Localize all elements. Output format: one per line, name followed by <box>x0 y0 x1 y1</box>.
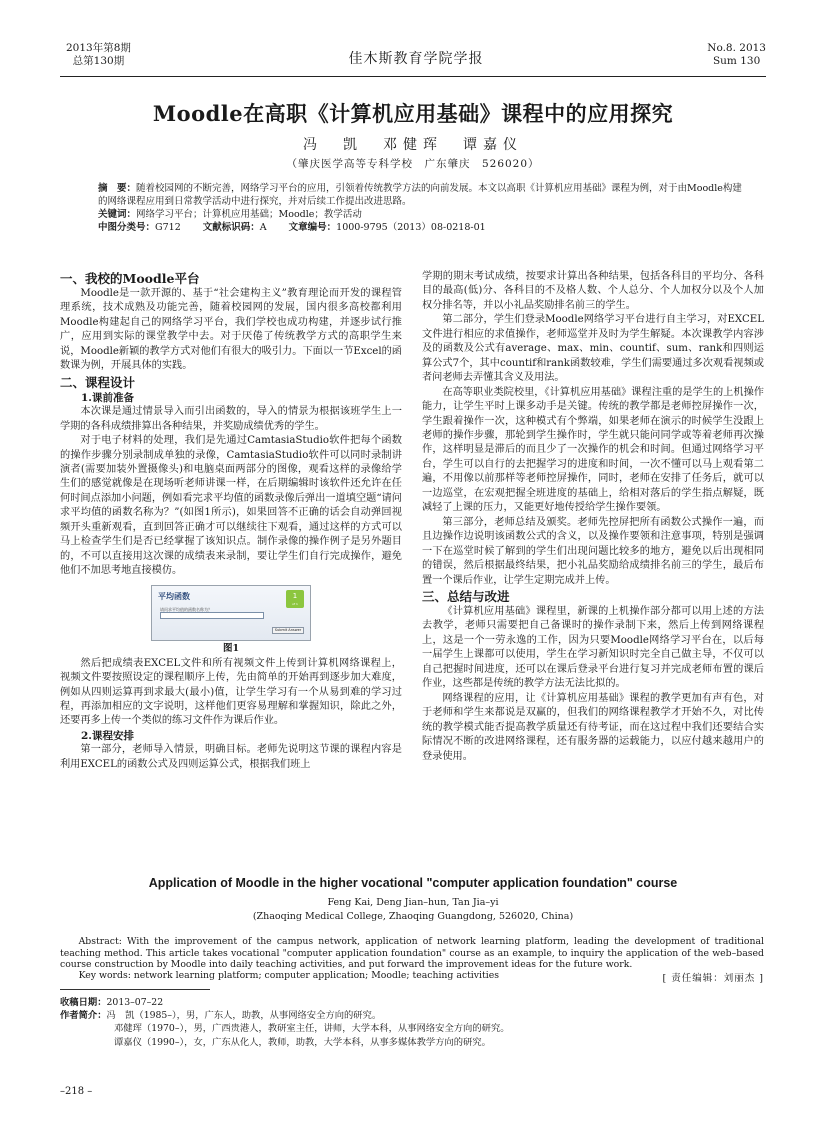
figure-answer-input <box>160 612 264 619</box>
paragraph: 《计算机应用基础》课程里，新课的上机操作部分都可以用上述的方法去教学，老师只需要把自己备课时的操作录制下来，然后上传到网络课程上，这是一个一劳永逸的工作，因为只要Moodle网络学习平台在，以后每一届学生上课都可以使用，学生在学习新知识时完全自己做主导，不仅可以自己把握时间进度，还可以在课后登录平台进行复习并完成老师布置的课后作业，这些都是传统的教学方法无法比拟的。 <box>422 605 764 690</box>
english-authors: Feng Kai, Deng Jian–hun, Tan Jia–yi <box>327 897 499 908</box>
author-bio-1 <box>60 1009 766 1022</box>
issue-number-en: No.8. 2013 <box>707 42 766 54</box>
author-bio-2: 邓健珲（1970–），男，广西贵港人，教研室主任，讲师，大学本科，从事网络安全方向的研究。 <box>114 1023 510 1035</box>
paragraph: 然后把成绩表EXCEL文件和所有视频文件上传到计算机网络课程上，视频文件要按照设定的课程顺序上传，先由简单的开始再到逐步加大难度，例如从四则运算再到求最大(最小)值，让学生学习有一个从易到难的学习过程，再添加相应的文字说明，这样他们更容易理解和掌握知识，除此之外，还要再多上传一个类似的练习文件作为课后作业。 <box>60 657 402 727</box>
author-bio-3: 谭嘉仪（1990–），女，广东从化人，教师，助教，大学本科，从事多媒体教学方向的研究。 <box>114 1036 491 1048</box>
body-column-left <box>60 270 402 772</box>
article-authors: 冯 凯 邓健珲 谭嘉仪 <box>303 137 523 153</box>
keywords-text: 网络学习平台；计算机应用基础；Moodle；教学活动 <box>136 209 362 220</box>
keywords-cn <box>98 208 746 221</box>
doc-code-value: A <box>259 222 267 233</box>
total-number-en: Sum 130 <box>712 55 761 67</box>
section-heading-1: 一、我校的Moodle平台 <box>60 271 200 286</box>
subsection-heading: 2.课程安排 <box>81 729 134 742</box>
clc-value: G712 <box>155 222 181 233</box>
paragraph: 第二部分，学生们登录Moodle网络学习平台进行自主学习，对EXCEL文件进行相应的求值操作，老师巡堂并及时为学生解疑。本次课教学内容涉及的函数及公式有average、max、min、countif、sum、rank和四则运算公式7个，其中countif和rank函数较难，学生们需要通过多次观看视频或者问老师去弄懂其含义及用法。 <box>422 314 764 384</box>
total-number-cn: 总第130期 <box>72 55 125 67</box>
paragraph: 网络课程的应用，让《计算机应用基础》课程的教学更加有声有色，对于老师和学生来都说是双赢的，但我们的网络课程教学才开始不久，对比传统的教学模式能否提高教学质量还有待考证，而在这过程中我们还要结合实际情况不断的改进网络课程，还有服务器的运载能力，以应付越来越用户的登录使用。 <box>422 692 764 762</box>
section-heading-3: 三、总结与改进 <box>422 588 510 604</box>
abstract-label: 摘 要： <box>98 183 137 194</box>
figure-submit-button: Submit Answer <box>272 627 304 634</box>
figure-counter-sub: of 1 <box>292 601 298 606</box>
body-column-right <box>422 270 764 764</box>
english-title: Application of Moodle in the higher vocational "computer application foundation" course <box>148 876 678 890</box>
doc-code-label: 文献标识码： <box>202 222 260 233</box>
paragraph: 第三部分，老师总结及颁奖。老师先控屏把所有函数公式操作一遍，而且边操作边说明该函数公式的含义，以及操作要领和注意事项，特别是强调一下在巡堂时候了解到的学生们出现问题比较多的地方，避免以后出现相同的错误，然后根据最终结果，把小礼品奖励给成绩排名前三的学生，最后布置一个课后作业，让学生定期完成并上传。 <box>422 516 764 586</box>
bio-label: 作者简介： <box>60 1010 107 1022</box>
figure-question-counter <box>286 590 304 608</box>
paragraph: 第一部分，老师导入情景，明确目标。老师先说明这节课的课程内容是利用EXCEL的函数公式及四则运算公式，根据我们班上 <box>60 744 402 770</box>
abstract-text: 随着校园网的不断完善，网络学习平台的应用，引领着传统教学方法的向前发展。本文以高职《计算机应用基础》课程为例，对于由Moodle构建的网络课程应用到日常教学活动中进行探究，并对后续工作提出改进思路。 <box>98 183 742 207</box>
received-value: 2013–07–22 <box>106 997 164 1008</box>
figure-caption: 图1 <box>222 642 240 654</box>
section-heading-2: 二、课程设计 <box>60 374 136 390</box>
english-abstract: Abstract: With the improvement of the campus network, application of network learning platform, leading the development of traditional teaching method. This article takes vocational "computer application foundation" course as an example, to inquiry the application of the web–based course construction by Moodle into daily teaching activities, and put forward the improvement ideas for the future work. <box>60 936 764 970</box>
figure-quiz-screenshot <box>151 585 311 641</box>
header-divider <box>60 76 766 77</box>
paragraph: 对于电子材料的处理，我们是先通过CamtasiaStudio软件把每个函数的操作步骤分别录制成单独的录像，CamtasiaStudio软件可以同时录制讲演者(需要加装外置摄像头)和电脑桌面两部分的图像，观看这样的录像给学生们的感觉就像是在现场听老师讲课一样，在后期编辑时该软件还允许在任何时间点添加小问题，例如看完求平均值的函数录像后弹出一道填空题“请问求平均值的函数名称为？”(如图1所示)，如果回答不正确的话会自动弹回视频开头重新观看，直到回答正确才可以继续往下观看，通过这样的方式可以马上检查学生们是否已经掌握了该知识点。制作录像的操作例子是另外题目的，不可以直接用这次课的成绩表来录制，要让学生们自行完成操作，避免他们不加思考地直接模仿。 <box>60 435 402 577</box>
responsible-editor: [ 责任编辑：刘丽杰 ] <box>657 970 764 984</box>
header-issue-en <box>707 42 766 68</box>
paragraph: 学期的期末考试成绩，按要求计算出各种结果，包括各科目的平均分、各科目的最高(低)分、各科目的不及格人数、个人总分、个人加权分以及个人加权分排名等，并以小礼品奖励排名前三的学生。 <box>422 271 764 311</box>
footnotes <box>60 996 766 1049</box>
journal-name: 佳木斯教育学院学报 <box>348 51 484 67</box>
figure-question: 请问求平均值的函数名称为？ <box>160 606 212 612</box>
classification-row <box>98 221 746 234</box>
subsection-heading: 1.课前准备 <box>81 391 134 404</box>
article-meta <box>98 182 746 234</box>
issue-number-cn: 2013年第8期 <box>66 42 131 54</box>
footnote-divider <box>60 989 210 990</box>
figure-panel-title: 平均函数 <box>158 591 190 601</box>
abstract-cn <box>98 182 746 208</box>
english-keywords: Key words: network learning platform; computer application; Moodle; teaching activities <box>78 970 499 981</box>
received-date <box>60 996 766 1009</box>
keywords-label: 关键词： <box>98 209 137 220</box>
paragraph: 本次课是通过情景导入而引出函数的，导入的情景为根据该班学生上一学期的各科成绩排算出各种结果，并奖励成绩优秀的学生。 <box>60 406 402 432</box>
article-number-value: 1000-9795（2013）08-0218-01 <box>336 222 486 233</box>
paragraph: Moodle是一款开源的、基于“社会建构主义”教育理论而开发的课程管理系统，技术成熟及功能完善，随着校园网的发展，国内很多高校都利用Moodle构建起自己的网络学习平台，我们学校也成功构建，并逐步试行推广，应用到实际的课堂教学中去。对于厌倦了传统教学方式的高职学生来说，Moodle新颖的教学方式对他们有很大的吸引力。下面以一节Excel的函数课为例，开展具体的实践。 <box>60 288 402 372</box>
article-affiliation: （肇庆医学高等专科学校 广东肇庆 526020） <box>286 158 540 170</box>
article-number-label: 文章编号： <box>288 222 337 233</box>
bio-text: 冯 凯（1985–），男，广东人，助教，从事网络安全方向的研究。 <box>106 1010 382 1022</box>
english-affiliation: (Zhaoqing Medical College, Zhaoqing Guangdong, 526020, China) <box>252 911 574 922</box>
figure-counter-number: 1 <box>292 591 298 600</box>
article-title: Moodle在高职《计算机应用基础》课程中的应用探究 <box>152 101 674 126</box>
running-header <box>66 40 766 76</box>
english-header-block <box>60 876 766 922</box>
clc-label: 中图分类号： <box>98 222 156 233</box>
paragraph: 在高等职业类院校里，《计算机应用基础》课程注重的是学生的上机操作能力，让学生平时上课多动手是关键。传统的教学都是老师控屏操作一次，学生跟着操作一次，这种模式有个弊端，如果老师在演示的时候学生没跟上老师的操作步骤，那轮到学生操作时，学生就只能问同学或等着老师再次操作，这样明显是滞后的而且少了一次操作的机会和时间。但通过网络学习平台，学生可以自行的去把握学习的进度和时间，一次不懂可以马上观看第二遍，不用像以前那样等老师控屏操作，同时，老师在安排了任务后，就可以一边巡堂，在宏观把握全班进度的基础上，给相对落后的学生指点解疑，既减轻了上课的压力，又能更好地传授给学生操作要领。 <box>422 386 764 514</box>
received-label: 收稿日期： <box>60 997 107 1008</box>
page-number: –218 – <box>60 1086 93 1097</box>
